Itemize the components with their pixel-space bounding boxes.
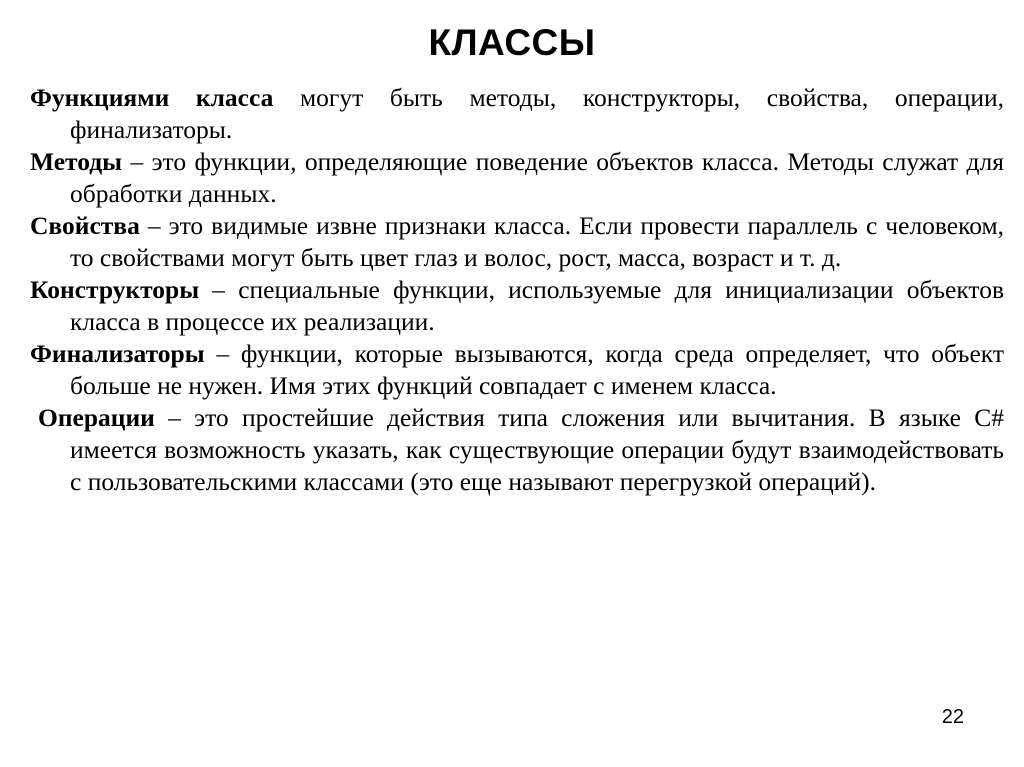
term-definition: – это функции, определяющие поведение объектов класса. Методы служат для обработки данных.: [70, 147, 1004, 208]
term-label: Методы: [30, 147, 123, 176]
term-definition: – это видимые извне признаки класса. Если провести параллель с человеком, то свойствами могут быть цвет глаз и волос, рост, масса, возраст и т. д.: [70, 211, 1004, 272]
term-definition: могут быть методы, конструкторы, свойства, операции, финализаторы.: [70, 83, 1004, 144]
paragraph-methods: [30, 146, 1004, 210]
paragraph-finalizers: [30, 338, 1004, 402]
term-definition: – специальные функции, используемые для инициализации объектов класса в процессе их реализации.: [70, 275, 1004, 336]
slide-body: [30, 82, 1004, 498]
paragraph-constructors: [30, 274, 1004, 338]
term-label: Конструкторы: [30, 275, 200, 304]
paragraph-operations: [30, 402, 1004, 498]
page-number: 22: [941, 706, 964, 728]
term-label: Функциями класса: [30, 83, 274, 112]
term-label: Финализаторы: [30, 339, 205, 368]
term-definition: – это простейшие действия типа сложения или вычитания. В языке C# имеется возможность указать, как существующие операции будут взаимодействовать с пользовательскими классами (это еще называют перегрузкой операций).: [70, 403, 1004, 496]
term-label: Свойства: [30, 211, 140, 240]
term-definition: – функции, которые вызываются, когда среда определяет, что объект больше не нужен. Имя этих функций совпадает с именем класса.: [70, 339, 1004, 400]
term-label: Операции: [38, 403, 155, 432]
paragraph-properties: [30, 210, 1004, 274]
paragraph-class-functions: [30, 82, 1004, 146]
slide-title: КЛАССЫ: [428, 22, 596, 63]
